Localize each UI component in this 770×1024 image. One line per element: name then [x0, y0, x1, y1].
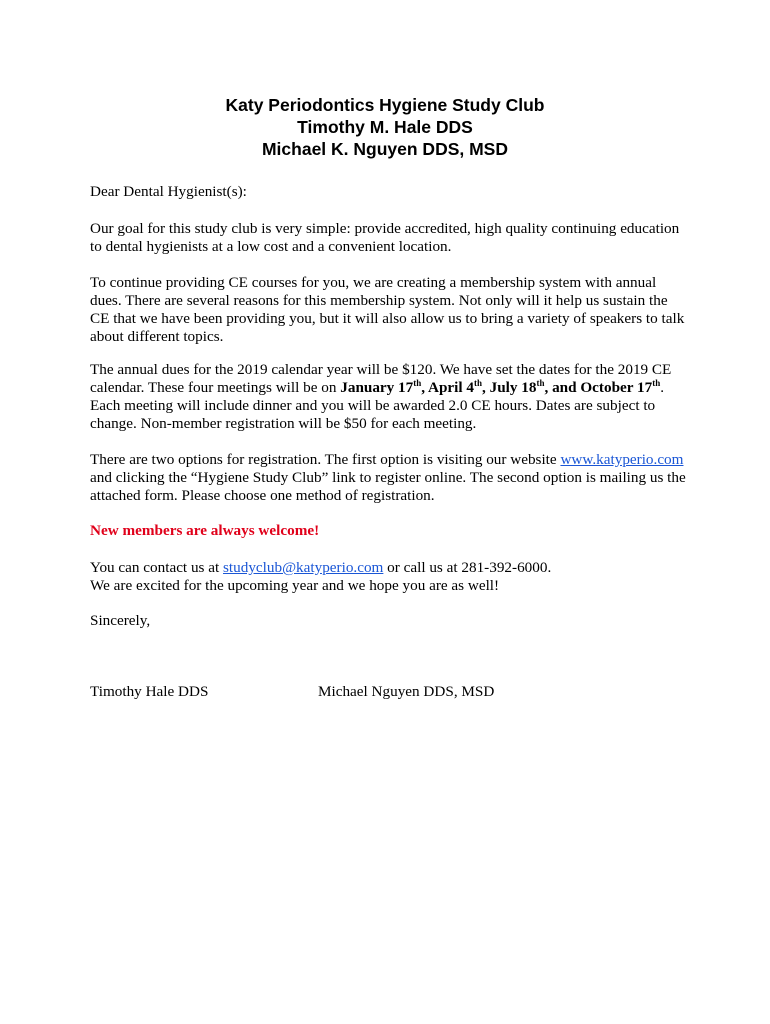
contact-closing-line: We are excited for the upcoming year and we hope you are as well!	[90, 577, 500, 594]
registration-rest: and clicking the “Hygiene Study Club” link to register online. The second option is mailing us the attached form. Please choose one method of registration.	[90, 469, 686, 504]
ordinal-suffix: th	[474, 377, 483, 388]
meeting-dates	[340, 379, 660, 396]
paragraph-goal: Our goal for this study club is very simple: provide accredited, high quality continuing education to dental hygienists at a low cost and a convenient location.	[90, 220, 680, 255]
date-july: , July 18	[482, 379, 537, 396]
new-members-notice: New members are always welcome!	[90, 522, 320, 539]
date-october: , and October 17	[544, 379, 653, 396]
date-april: , April 4	[421, 379, 475, 396]
dues-intro: The annual dues for the 2019 calendar year will be $120. We have set the dates for the 2019 CE calendar. These four meetings will be on	[90, 361, 672, 396]
dues-rest: . Each meeting will include dinner and you will be awarded 2.0 CE hours. Dates are subject to change. Non-member registration will be $50 for each meeting.	[90, 379, 665, 432]
email-link[interactable]: studyclub@katyperio.com	[223, 559, 384, 576]
club-name: Katy Periodontics Hygiene Study Club	[225, 95, 545, 115]
paragraph-membership: To continue providing CE courses for you, we are creating a membership system with annual dues. There are several reasons for this membership system. Not only will it help us sustain the CE that we have been providing you, but it will also allow us to bring a variety of speakers to talk about different topics.	[90, 274, 685, 345]
salutation: Dear Dental Hygienist(s):	[90, 183, 247, 200]
registration-intro: There are two options for registration. The first option is visiting our website	[90, 451, 561, 468]
paragraph-contact	[90, 559, 690, 595]
doctor-name-2: Michael K. Nguyen DDS, MSD	[261, 139, 508, 159]
signature-nguyen: Michael Nguyen DDS, MSD	[318, 683, 495, 700]
letterhead	[0, 94, 770, 160]
website-link[interactable]: www.katyperio.com	[560, 451, 684, 468]
ordinal-suffix: th	[413, 377, 422, 388]
signature-hale: Timothy Hale DDS	[90, 683, 209, 700]
closing: Sincerely,	[90, 612, 151, 629]
paragraph-registration	[90, 451, 690, 505]
contact-intro: You can contact us at	[90, 559, 224, 576]
ordinal-suffix: th	[652, 377, 661, 388]
date-january: January 17	[340, 379, 414, 396]
contact-phone: or call us at 281-392-6000.	[383, 559, 552, 576]
paragraph-dues	[90, 361, 690, 433]
ordinal-suffix: th	[536, 377, 545, 388]
doctor-name-1: Timothy M. Hale DDS	[297, 117, 473, 137]
